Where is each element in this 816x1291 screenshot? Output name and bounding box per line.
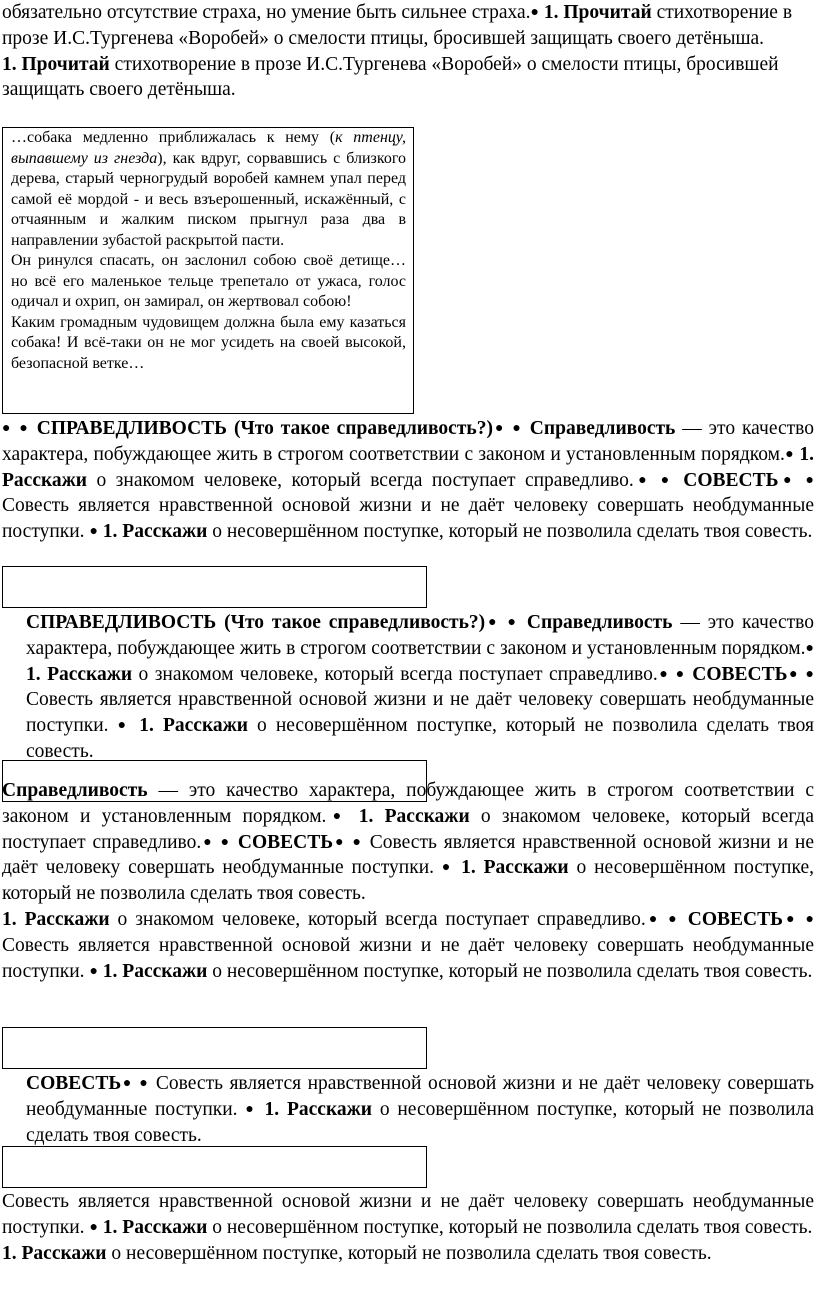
bullet-icon: ● [805,666,814,682]
justice-definition: — это качество характера, побуждающее жить в строгом соответствии с законом и установленным порядком. [26,612,814,659]
task-tell: 1. Расскажи [2,1242,107,1264]
task-number-2: 1. Прочитай [2,53,110,75]
conscience-task: о несовершённом поступке, который не позволила сделать твоя совесть. [26,1098,814,1146]
task-tell: 1. Расскажи [461,857,569,879]
task-repeat-paragraph [0,52,816,104]
justice-term: Справедливость [526,612,673,633]
task-tell: 1. Расскажи [2,908,110,930]
bullet-icon: ● [352,834,363,850]
conscience-section-2 [0,1189,816,1266]
bullet-icon: ● [492,421,506,436]
conscience-definition: Совесть является нравственной основой жизни и не даёт человеку совершать необдуманные поступки. [2,1191,814,1238]
conscience-paragraph-3 [0,1241,816,1267]
quote-paragraph-3: Каким громадным чудовищем должна была ему казаться собака! И всё-таки он не мог усидеть на своей высокой, безопасной ветке… [11,313,406,372]
task-tell: 1. Расскажи [2,443,814,491]
conscience-definition: Совесть является нравственной основой жизни и не даёт человеку совершать необдуманные поступки. [2,934,814,982]
justice-paragraph-4 [0,907,816,984]
justice-paragraph-1 [0,416,816,545]
conscience-task: о несовершённом поступке, который не позволила сделать твоя совесть. [207,1216,813,1238]
conscience-definition: Совесть является нравственной основой жизни и не даёт человеку совершать необдуманные поступки. [26,1073,815,1120]
justice-definition: — это качество характера, побуждающее жить в строгом соответствии с законом и установленным порядком. [2,780,814,827]
quote-paragraph-1 [11,128,406,251]
justice-heading: СПРАВЕДЛИВОСТЬ (Что такое справедливость?) [36,418,493,439]
justice-heading: СПРАВЕДЛИВОСТЬ (Что такое справедливость?) [26,612,486,633]
answer-box-4[interactable] [2,1146,427,1188]
bullet-icon: ● [89,963,98,979]
justice-term: Справедливость [529,418,676,439]
bullet-icon: ● [805,911,814,927]
conscience-task: о несовершённом поступке, который не позволила сделать твоя совесть. [2,857,814,905]
task-tell: 1. Расскажи [102,960,208,982]
bullet-icon: ● [485,615,500,630]
bullet-icon: ● [89,1219,98,1235]
justice-definition: — это качество характера, побуждающее жить в строгом соответствии с законом и установленным порядком. [2,418,814,465]
bullet-icon: ● [660,472,674,488]
conscience-heading: СОВЕСТЬ [692,663,788,685]
task-text: стихотворение в прозе И.С.Тургенева «Воробей» о смелости птицы, бросившей защищать своего детёныша. [2,2,793,49]
bullet-icon: ● [657,666,670,682]
bullet-icon: ● [333,834,346,850]
conscience-heading: СОВЕСТЬ [237,831,334,853]
task-tell: 1. Расскажи [264,1098,373,1120]
bullet-icon: ● [245,1101,257,1117]
intro-paragraph [0,0,816,52]
bullet-icon: ● [121,1076,133,1091]
quote-text-b: ), как вдруг, сорвавшись с близкого дерева, старый черногрудый воробей камнем упал перед самой её мордой - и весь взъерошенный, искажённый, с отчаянным и жалким писком прыгнул раза два в направлении зубастой раскрытой пасти. [11,149,407,249]
quote-text-a: …собака медленно приближалась к нему ( [11,129,336,146]
bullet-icon: ● [530,5,540,20]
bullet-icon: ● [512,421,523,436]
quote-italic: к птенцу, выпавшему из гнезда [11,129,406,167]
bullet-icon: ● [441,860,454,876]
bullet-icon: ● [675,666,686,682]
conscience-heading: СОВЕСТЬ [26,1073,122,1094]
bullet-icon: ● [2,421,13,436]
conscience-paragraph-2 [0,1189,816,1241]
conscience-task: о несовершённом поступке, который не позволила сделать твоя совесть. [207,960,813,982]
bullet-icon: ● [645,911,661,927]
justice-paragraph-2 [0,610,816,765]
task-tell: 1. Расскажи [358,805,470,827]
bullet-icon: ● [201,834,214,850]
answer-box-1[interactable] [2,566,427,608]
conscience-heading: СОВЕСТЬ [683,469,779,491]
bullet-icon: ● [89,524,98,540]
task-tell: 1. Расскажи [102,521,208,543]
justice-term: Справедливость [2,780,148,801]
intro-section [0,0,816,103]
justice-task: о знакомом человеке, который всегда поступает справедливо. [109,908,646,930]
conscience-task: о несовершённом поступке, который не позволила сделать твоя совесть. [26,715,815,762]
bullet-icon: ● [19,421,30,436]
justice-task: о знакомом человеке, который всегда поступает справедливо. [87,469,634,491]
bullet-icon: ● [805,472,815,488]
task-tell: 1. Расскажи [139,715,249,737]
conscience-heading: СОВЕСТЬ [687,908,783,930]
justice-section-2 [0,610,816,765]
bullet-icon: ● [633,472,652,488]
justice-section-3 [0,778,816,984]
answer-box-3[interactable] [2,1027,427,1069]
bullet-icon: ● [783,911,798,927]
bullet-icon: ● [787,666,800,682]
justice-section-1 [0,416,816,545]
bullet-icon: ● [805,640,814,656]
conscience-task: о несовершённом поступке, который не позволила сделать твоя совесть. [106,1242,712,1264]
task-text-2: стихотворение в прозе И.С.Тургенева «Воробей» о смелости птицы, бросившей защищать своего детёныша. [2,53,779,101]
task-tell: 1. Расскажи [26,663,133,685]
intro-text: обязательно отсутствие страха, но умение быть сильнее страха. [2,2,531,23]
task-number: 1. Прочитай [543,2,652,23]
bullet-icon: ● [117,718,131,734]
quote-paragraph-2: Он ринулся спасать, он заслонил собою своё детище… но всё его маленькое тельце трепетало от ужаса, голос одичал и охрип, он замирал, он жертвовал собою! [11,252,406,310]
bullet-icon: ● [220,834,232,850]
justice-paragraph-3 [0,778,816,907]
conscience-section-1 [0,1071,816,1148]
quote-box [2,127,414,414]
bullet-icon: ● [668,911,680,927]
bullet-icon: ● [778,472,797,488]
bullet-icon: ● [326,808,348,824]
conscience-definition: Совесть является нравственной основой жизни и не даёт человеку совершать необдуманные поступки. [26,689,814,737]
justice-task: о знакомом человеке, который всегда поступает справедливо. [2,805,814,853]
conscience-task: о несовершённом поступке, который не позволила сделать твоя совесть. [207,521,813,543]
bullet-icon: ● [139,1076,150,1091]
conscience-definition: Совесть является нравственной основой жизни и не даёт человеку совершать необдуманные поступки. [2,495,814,543]
conscience-definition: Совесть является нравственной основой жизни и не даёт человеку совершать необдуманные поступки. [2,831,814,879]
bullet-icon: ● [507,615,519,630]
justice-task: о знакомом человеке, который всегда поступает справедливо. [132,663,658,685]
conscience-paragraph-1 [0,1071,816,1148]
bullet-icon: ● [784,446,795,462]
task-tell: 1. Расскажи [102,1216,208,1238]
